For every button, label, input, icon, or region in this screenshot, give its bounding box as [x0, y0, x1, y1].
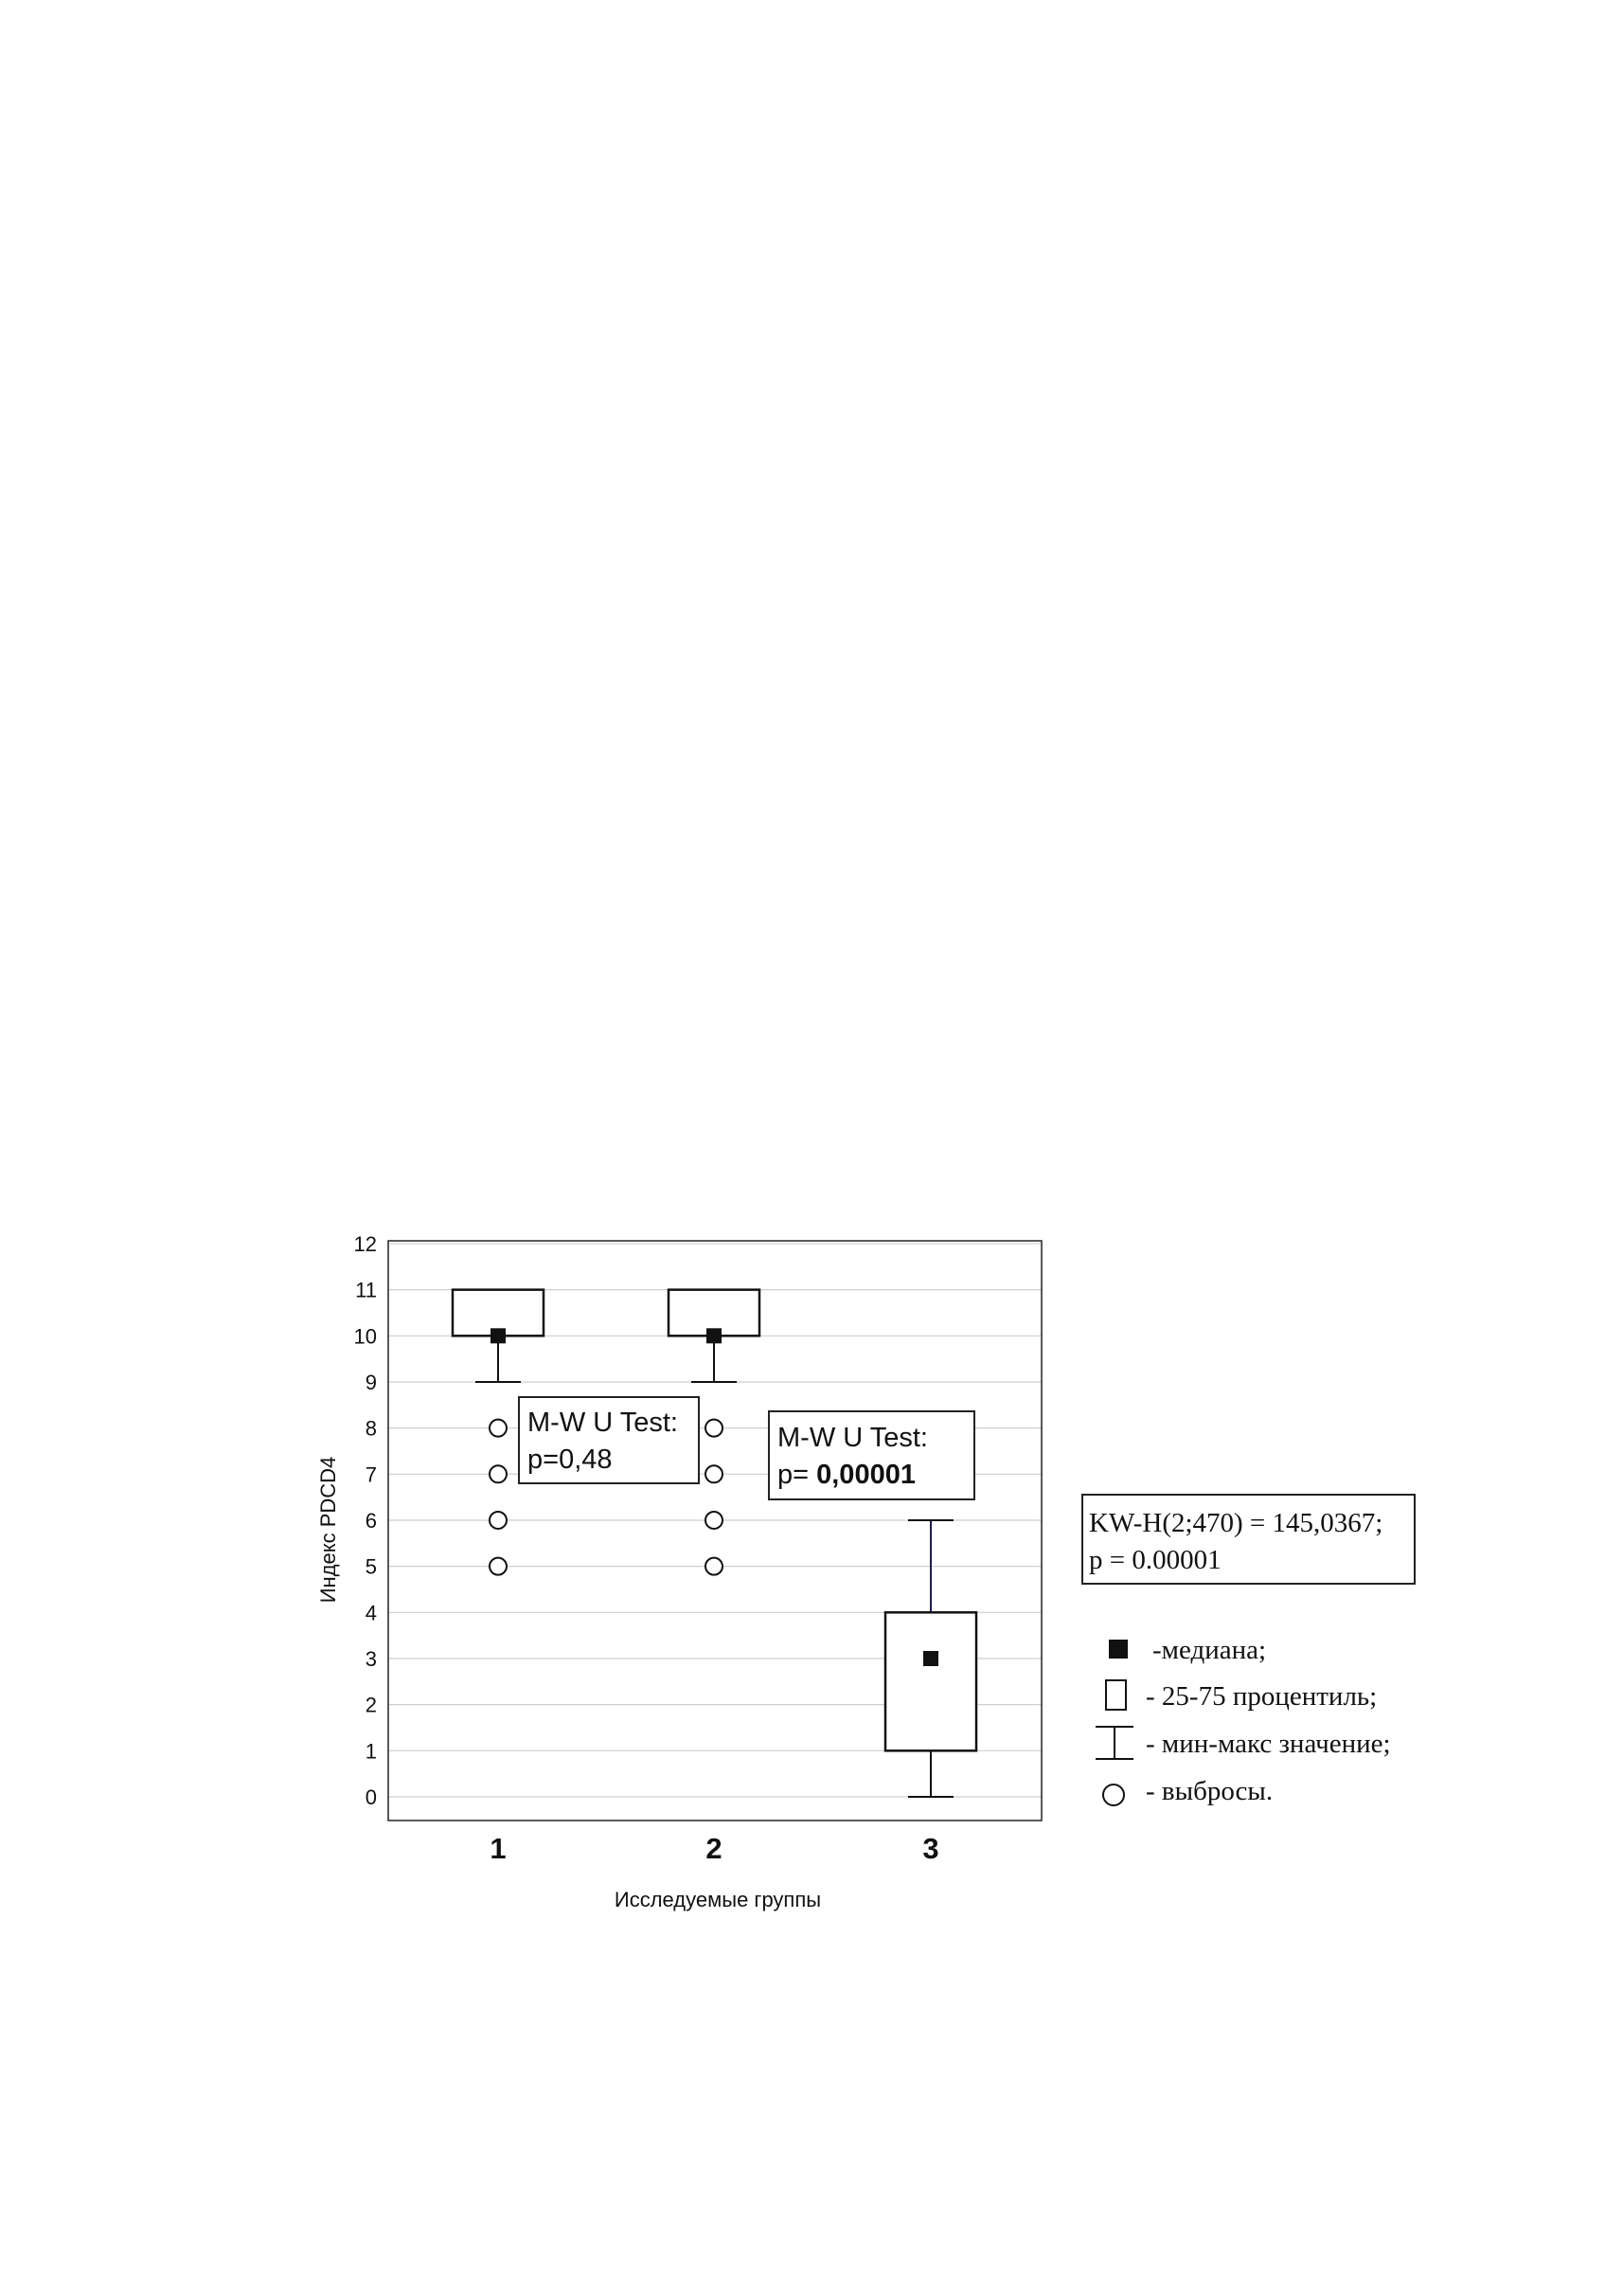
median-marker [706, 1328, 722, 1343]
iqr-box [885, 1612, 976, 1750]
x-category-label: 2 [705, 1832, 722, 1865]
outlier-circle-icon [1103, 1785, 1124, 1805]
y-tick-label: 10 [353, 1324, 377, 1349]
annotation-pvalue [777, 1460, 916, 1490]
outlier-point [490, 1465, 507, 1482]
annotation-pvalue [527, 1444, 613, 1475]
annotation-pvalue-prefix: p= [777, 1460, 817, 1490]
median-square-icon [1109, 1640, 1128, 1659]
box-icon [1106, 1680, 1126, 1710]
outlier-point [705, 1465, 722, 1482]
legend [1096, 1635, 1391, 1806]
mw-test-annotation-1 [519, 1397, 699, 1483]
y-tick-label: 9 [365, 1370, 377, 1394]
outlier-point [490, 1512, 507, 1529]
outlier-point [705, 1512, 722, 1529]
y-tick-label: 12 [353, 1231, 377, 1256]
y-axis-title: Индекс PDCD4 [316, 1456, 340, 1604]
x-category-label: 3 [922, 1832, 939, 1865]
outlier-point [490, 1420, 507, 1437]
legend-item-median: -медиана; [1152, 1635, 1267, 1665]
annotation-title: M-W U Test: [527, 1408, 678, 1438]
box-group-2 [669, 1290, 759, 1865]
y-axis-ticks [354, 1232, 377, 1809]
y-tick-label: 4 [365, 1601, 377, 1625]
stats-line-2: p = 0.00001 [1089, 1545, 1222, 1575]
outlier-point [490, 1558, 507, 1575]
outlier-point [705, 1420, 722, 1437]
box-group-1 [453, 1290, 544, 1865]
median-marker [490, 1328, 506, 1343]
y-tick-label: 11 [355, 1278, 377, 1302]
y-tick-label: 3 [365, 1646, 377, 1671]
y-tick-label: 5 [365, 1554, 377, 1579]
legend-item-outlier: - выбросы. [1146, 1776, 1274, 1806]
y-tick-label: 1 [365, 1739, 377, 1764]
box-group-3 [885, 1520, 976, 1865]
x-axis-title: Исследуемые группы [614, 1888, 822, 1911]
y-tick-label: 0 [365, 1785, 377, 1809]
legend-item-whisker: - мин-макс значение; [1146, 1729, 1391, 1759]
y-tick-label: 8 [365, 1416, 377, 1441]
annotation-title: M-W U Test: [777, 1423, 928, 1453]
mw-test-annotation-2 [769, 1411, 974, 1499]
stats-line-1: KW-H(2;470) = 145,0367; [1089, 1508, 1383, 1538]
annotation-pvalue-bold: 0,00001 [816, 1460, 916, 1490]
legend-item-box: - 25-75 процентиль; [1146, 1681, 1378, 1712]
y-tick-label: 6 [365, 1508, 377, 1533]
kruskal-wallis-box [1082, 1495, 1415, 1584]
box-series [453, 1290, 976, 1865]
annotation-pvalue-text: p=0,48 [527, 1444, 613, 1475]
x-category-label: 1 [490, 1832, 507, 1865]
y-tick-label: 7 [365, 1462, 377, 1487]
outlier-point [705, 1558, 722, 1575]
y-tick-label: 2 [365, 1693, 377, 1717]
whisker-icon [1096, 1727, 1133, 1759]
median-marker [923, 1651, 938, 1666]
